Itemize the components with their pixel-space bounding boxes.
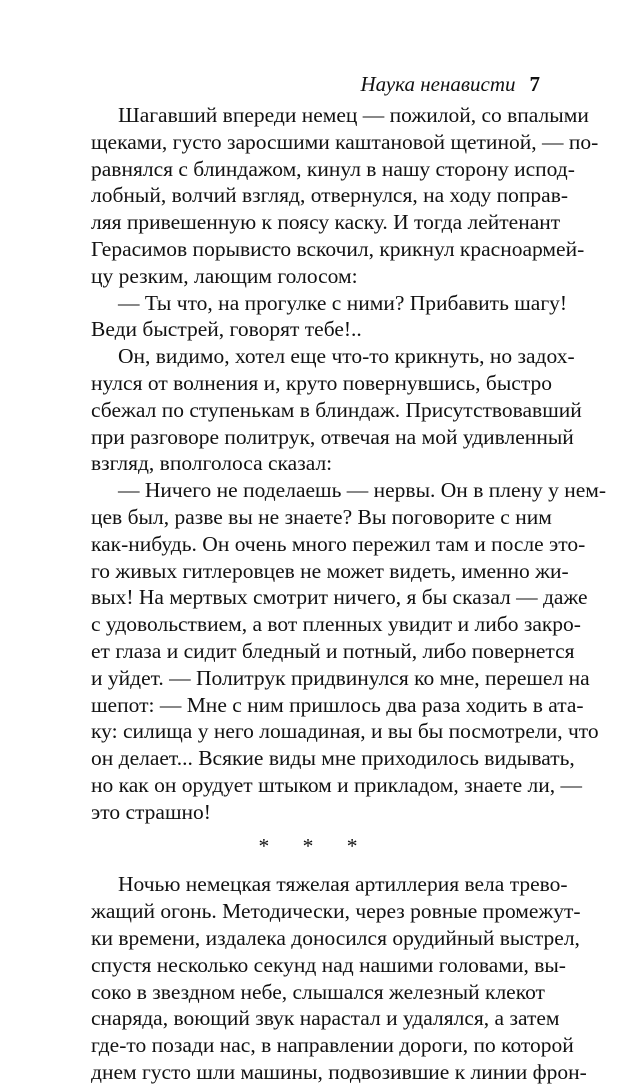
section-separator: * * * <box>258 833 372 858</box>
running-head <box>360 72 540 96</box>
text-line: где-то позади нас, в направлении дороги, по которой <box>91 1033 574 1058</box>
text-line: ки времени, издалека доносился орудийный выстрел, <box>91 925 580 950</box>
text-line: — Ты что, на прогулке с ними? Прибавить шагу! <box>118 290 568 315</box>
text-line: соко в звездном небе, слышался железный клекот <box>91 979 545 1004</box>
text-line: при разговоре политрук, отвечая на мой удивленный <box>91 424 574 449</box>
text-line: ляя привешенную к поясу каску. И тогда лейтенант <box>91 210 561 235</box>
text-line: Герасимов порывисто вскочил, крикнул красноармей- <box>91 236 585 261</box>
text-line: равнялся с блиндажом, кинул в нашу сторону испод- <box>91 156 575 181</box>
text-line: цу резким, лающим голосом: <box>91 263 358 288</box>
text-line: Он, видимо, хотел еще что-то крикнуть, но задох- <box>118 344 575 369</box>
text-line: и уйдет. — Политрук придвинулся ко мне, перешел на <box>91 665 590 690</box>
text-line: спустя несколько секунд над нашими головами, вы- <box>91 952 566 977</box>
text-line: с удовольствием, а вот пленных увидит и либо закро- <box>91 612 581 637</box>
text-line: как-нибудь. Он очень много пережил там и после это- <box>91 531 586 556</box>
text-line: нулся от волнения и, круто повернувшись, быстро <box>91 370 552 395</box>
text-line: это страшно! <box>91 799 211 824</box>
text-line: но как он орудует штыком и прикладом, знаете ли, — <box>91 772 583 797</box>
text-line: Веди быстрей, говорят тебе!.. <box>91 317 362 342</box>
text-line: вых! На мертвых смотрит ничего, я бы сказал — даже <box>91 585 588 610</box>
text-line: цев был, разве вы не знаете? Вы поговорите с ним <box>91 504 552 529</box>
text-line: он делает... Всякие виды мне приходилось видывать, <box>91 746 575 771</box>
text-line: жащий огонь. Методически, через ровные промежут- <box>91 899 581 924</box>
body-text <box>91 102 607 1086</box>
text-line: сбежал по ступенькам в блиндаж. Присутствовавший <box>91 397 582 422</box>
text-line: шепот: — Мне с ним пришлось два раза ходить в ата- <box>91 692 584 717</box>
running-head-title: Наука ненависти <box>360 72 516 96</box>
text-line: го живых гитлеровцев не может видеть, именно жи- <box>91 558 569 583</box>
page-number: 7 <box>529 72 540 96</box>
text-line: днем густо шли машины, подвозившие к линии фрон- <box>91 1059 587 1084</box>
text-line: ку: силища у него лошадиная, и вы бы посмотрели, что <box>91 719 599 744</box>
text-line: щеками, густо заросшими каштановой щетиной, — по- <box>91 129 599 154</box>
text-line: взгляд, вполголоса сказал: <box>91 451 333 476</box>
text-line: снаряда, воющий звук нарастал и удалялся, а затем <box>91 1006 560 1031</box>
text-line: — Ничего не поделаешь — нервы. Он в плену у нем- <box>118 478 607 503</box>
text-line: лобный, волчий взгляд, отвернулся, на ходу поправ- <box>91 183 569 208</box>
text-line: Ночью немецкая тяжелая артиллерия вела трево- <box>118 872 568 897</box>
text-line: ет глаза и сидит бледный и потный, либо повернется <box>91 638 575 663</box>
text-line: Шагавший впереди немец — пожилой, со впалыми <box>118 103 589 127</box>
